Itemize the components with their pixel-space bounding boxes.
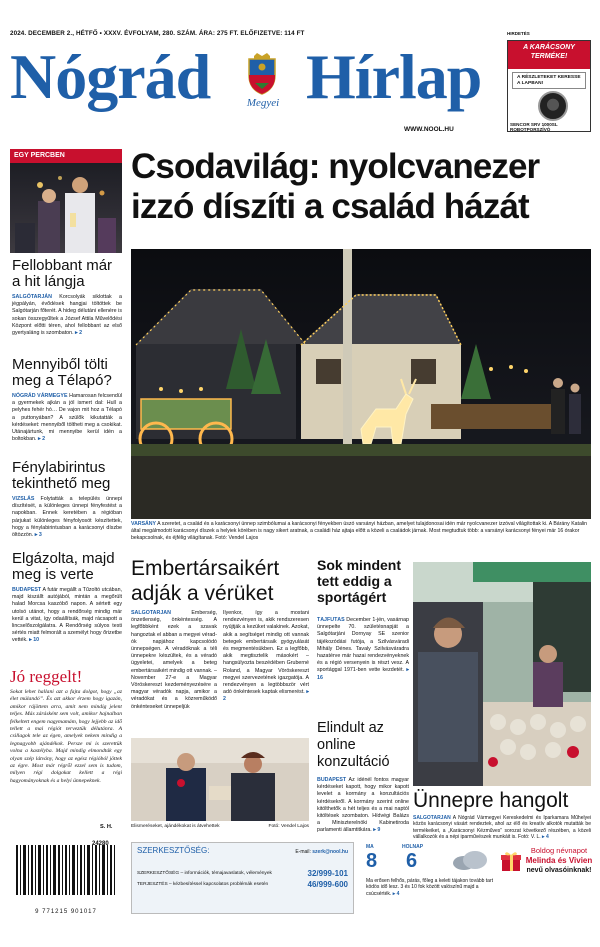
lead-photo — [131, 249, 591, 519]
article5-headline[interactable]: Ünnepre hangolt — [413, 789, 569, 812]
ad-cta[interactable]: A RÉSZLETEKET KERESSE A LAPBAN! — [512, 72, 586, 89]
article3-body: December 1-jén, vasárnap ünnepelte 70. születésnapját a Salgótarjáni Dornyay SE szenior tájékozódási futója, a Szilvásváradi Mihály Dénes. Tavaly Szilvásváradra hazatérve már hazai rendezvényeknek és a régió versenyein is részt vesz. A sportággal 1971-ben vette kezdetét. — [317, 617, 409, 674]
left-story-3-text — [12, 496, 122, 539]
dateline: 2024. DECEMBER 2., HÉTFŐ • XXXV. ÉVFOLYAM, 280. SZÁM. ÁRA: 275 FT. ELŐFIZETVE: 114 FT — [10, 30, 305, 37]
article2-caption-text: Elismeréseket, ajándékokat is átvehettek — [131, 824, 220, 829]
left-story-2-text — [12, 393, 122, 443]
article2-photo — [131, 738, 309, 821]
weather-text: Ma erősen felhős, párás, főleg a keleti tájakon tovább tart ködös idő lesz. 3 és 10 fok között valószínű majd a csúcsérték. ▸ 4 — [366, 878, 494, 897]
lead-caption-text: A szeretet, a család és a karácsonyi ünnep szimbólumai a karácsonyi fényekben úszó varsányi házban, amelyet tulajdonosai idén már nyolcvanezer izzóval világítottak ki. A Bárány Katalin által megálmodott karácsonyi díszek a helyiek körében is nagy sikert aratnak, a családi ház ajtaja előtt a közeli a családok járnak. Most megtudtuk több: a varsányi karácsonyi fényei már 16 órakor bekapcsolnak, és éjfélig világítanak. Fotó: Vendel Lajos — [131, 521, 588, 541]
left-story-4-place: BUDAPEST — [12, 587, 42, 593]
article4-headline[interactable]: Elindult az online konzultáció — [317, 720, 390, 770]
article3-page[interactable]: ▸ 16 — [317, 667, 409, 681]
left-story-3-body: Folytatták a település ünnepi díszítését, a különleges ünnepi fényfestést a napokban. Ennek keretében a régióban párjukat különleges fényfolyosót készítettek, hogy a fénylabirintusban a karácsonyi díszbe öltözzön. — [12, 496, 122, 539]
column-headline[interactable]: Jó reggelt! — [10, 667, 83, 686]
column-author: S. H. — [100, 824, 113, 830]
article2-page[interactable]: ▸ 2 — [223, 689, 309, 703]
section-label: EGY PERCBEN — [10, 149, 122, 163]
barcode-number: 9 771215 901017 — [35, 909, 97, 915]
article5-text — [413, 815, 591, 839]
nameday-box — [500, 842, 592, 914]
ad-label: HIRDETÉS — [507, 31, 530, 36]
article2-photo-caption — [131, 824, 309, 830]
article4-place: BUDAPEST — [317, 777, 347, 783]
nameday-title: Boldog névnapot — [530, 846, 588, 855]
nameday-sub: nevű olvasóinknak! — [526, 867, 592, 874]
article3-headline[interactable]: Sok mindent tett eddig a sportágért — [317, 557, 402, 605]
masthead-title-left[interactable]: Nógrád — [10, 41, 211, 112]
contact-line-2-phone[interactable]: 46/999-600 — [307, 880, 348, 889]
contact-line-2-label: TERJESZTÉS – kézbesítéssel kapcsolatos problémák esetén — [137, 882, 269, 887]
left-story-3-place: VIZSLÁS — [12, 496, 35, 502]
website-link[interactable]: WWW.NOOL.HU — [404, 126, 454, 133]
left-story-4-headline[interactable]: Elgázolta, majd meg is verte — [12, 550, 115, 583]
article2-headline[interactable]: Embertársaikért adják a vérüket — [131, 557, 280, 605]
column-text: Sokat lehet hallani azt a fajta dolgot, hogy „az élet múlandó”. És azt akkor érzem hogy igazán, amikor rájöttem arra, amit nem mindig jelent teljes. Más zárásként sem volt, amikor hajnalban felkeltett engem nagymamám, hogy lejjebb az idő tellett a mai régiót terveztük délutánra. A csillagok tele az égen, amelyek nekem mindig a legnagyobb ajándékok. Persze mi is szerettük volna a kastélyba. Majd mindig elmondták egy olyan szép látvány, hogy az egész régióból jöttek az égre. Most már régről ezzel sem is tudom, milyen régi dolgokat kellett a régi hagyományoknak és a helyi ünnepeknek. — [10, 689, 122, 784]
article2-body: Emberség, önzetlenség, önkéntesség. A legfőbbként ezek a szavak hangoztak el abban a megyei véradók napjához kapcsolódó ünnepségen. A véradóknak a téli ünnepekre készültek, és a véradó ügyeletei, amelyek a beteg embertársaikért mindig ott vannak. – November 27-e a Magyar Vöröskereszt kezdeményezésére a magyar véradók napja, amikor a véradókat és a közreműködő önkénteseket ünnepeljük — [131, 610, 217, 710]
county-crest-icon — [244, 53, 280, 95]
cloud-icon — [450, 848, 490, 872]
left-story-4-body: A futár megállt a Tűzoltó utcában, majd kiszállt autójából, mintán a megőrült halad Morcsa kaszóbő napon. A sértett egy utolsó utánot, hogy a rendőrség mindig már kerül a vitat, így odaállítsák, majd rácsapott a lincselőszolgálatra. A Rendőrség súlyos testi sértés miatt felmorált a személyt hogy őrizetbe vették. — [12, 587, 122, 644]
article5-page[interactable]: ▸ 4 — [542, 834, 549, 839]
lead-headline[interactable]: Csodavilág: nyolcvanezer izzó díszíti a család házát — [131, 147, 540, 226]
ad-headline: A KARÁCSONY TERMÉKE! — [508, 41, 590, 69]
edition-number: 24280 — [92, 841, 109, 847]
article3-text — [317, 617, 409, 711]
weather-today-temp: 8 — [366, 850, 378, 872]
weather-page[interactable]: ▸ 4 — [392, 890, 400, 897]
left-story-1-body: Korcsolyák siklottak a jégpályán, évődések hangjai töltöttek be Salgótarján főterét. A hideg délutáni ellenére is sokan összegyűltek a József Attila Művelődési Központ előtti téren, ahol fellobbant az első gyertyaláng is szombaton. — [12, 294, 122, 337]
contact-line-1-label: SZERKESZTŐSÉG – információk, témajavaslatok, vélemények — [137, 871, 272, 876]
article5-body: A Nógrád Vármegyei Kereskedelmi és Iparkamara Műhelyei közös karácsonyi vásárt rendeztek, ahol az élő és kreatív alkotók mutatták be termékeiket, a „Karácsonyi Kézműves” sorozat következő részében, a közeli vállalkozók és a népi iparművészek munkáit is. Fotó: V. L. — [413, 815, 591, 839]
article3-place: TÁJFUTÁS — [317, 617, 345, 623]
weather-today-label: MA — [366, 844, 374, 850]
left-story-1-page[interactable]: ▸ 2 — [75, 330, 83, 337]
robot-vacuum-icon — [538, 91, 568, 121]
editorial-contact-box — [131, 842, 354, 914]
barcode-icon — [10, 845, 122, 895]
article2-body2: Ilyenkor, így a mostani rendezvényen is, akik rendszeresen nyújtják a kezüket valakinek. Azokat, akik a segítséget mindig ott vannak betegek embertársaik gyógyulását és megmentésükben. Ez a legfőbb, akik megtisztelik másokért – hangsúlyozta beszédében Gruberné Roland, a Magyar Vöröskereszt megyei szervezetének igazgatója. A rendezvényen a legtöbbször vért adó önkéntesek kaptak elismerést. — [223, 610, 309, 696]
lead-caption — [131, 521, 591, 541]
left-story-4-text — [12, 587, 122, 659]
lead-caption-place: VARSÁNY — [131, 521, 156, 527]
left-story-2-place: NÓGRÁD VÁRMEGYE — [12, 393, 68, 399]
article5-photo — [413, 562, 591, 786]
article4-text — [317, 777, 409, 835]
left-story-4-page[interactable]: ▸ 10 — [29, 637, 40, 644]
weather-tomorrow-label: HOLNAP — [402, 844, 424, 850]
left-story-2-page[interactable]: ▸ 2 — [37, 436, 46, 443]
masthead-title-right[interactable]: Hírlap — [306, 41, 482, 112]
weather-box — [358, 842, 498, 914]
article2-place: SALGÓTARJÁN — [131, 610, 171, 616]
ad-product: SENCOR SRV 1000SL ROBOTPORSZÍVÓ — [510, 122, 558, 132]
contact-line-1-phone[interactable]: 32/999-101 — [307, 869, 348, 878]
left-story-3-headline[interactable]: Fénylabirintus tekinthető meg — [12, 459, 111, 492]
article4-page[interactable]: ▸ 9 — [373, 827, 381, 834]
advent-photo — [10, 163, 122, 253]
left-story-1-headline[interactable]: Fellobbant már a hit lángja — [12, 257, 113, 290]
article5-place: SALGÓTARJÁN — [413, 815, 451, 821]
left-story-2-body: Hamarosan felcsendül a gyermekek ajkán a jól ismert dal: Hull a pelyhes fehér hó… De vajon mit hoz a Télapó a puttonyában? A szülők kikutatták a kérdéseket: mennyiből töltheti meg a csokikat. Utánajártunk, mi mennyibe kerül idén a boltokban. — [12, 393, 123, 443]
crest-caption: Megyei — [246, 97, 280, 109]
email-label: E-mail: — [295, 849, 311, 855]
article2-text-col2 — [223, 610, 309, 732]
ad-box[interactable] — [507, 40, 591, 132]
left-story-1-text — [12, 294, 122, 337]
article4-body: Az idénél fontos magyar kérdéseket kapott, hogy mikor kapott levelet a kormány a konzultációs kérdésekről. A kormány szerint online kitölthetők a hét teljes és a mai naptól kitöltések szombaton. Hídvégi Balázs a Miniszterelnöki Kabinetiroda parlamenti államtitkára. — [317, 777, 409, 834]
article2-photo-credit: Fotó: Vendel Lajos — [268, 824, 309, 829]
editorial-label: SZERKESZTŐSÉG: — [137, 846, 210, 855]
gift-icon — [500, 850, 522, 872]
left-story-1-place: SALGÓTARJÁN — [12, 294, 52, 300]
email-line — [295, 849, 348, 855]
article2-text-col1 — [131, 610, 217, 732]
weather-tomorrow-temp: 6 — [406, 850, 418, 872]
nameday-names: Melinda és Vivien — [525, 856, 593, 865]
email-link[interactable]: szerk@nool.hu — [312, 849, 348, 855]
left-story-2-headline[interactable]: Mennyiből tölti meg a Télapó? — [12, 356, 112, 389]
left-story-3-page[interactable]: ▸ 3 — [34, 532, 42, 539]
